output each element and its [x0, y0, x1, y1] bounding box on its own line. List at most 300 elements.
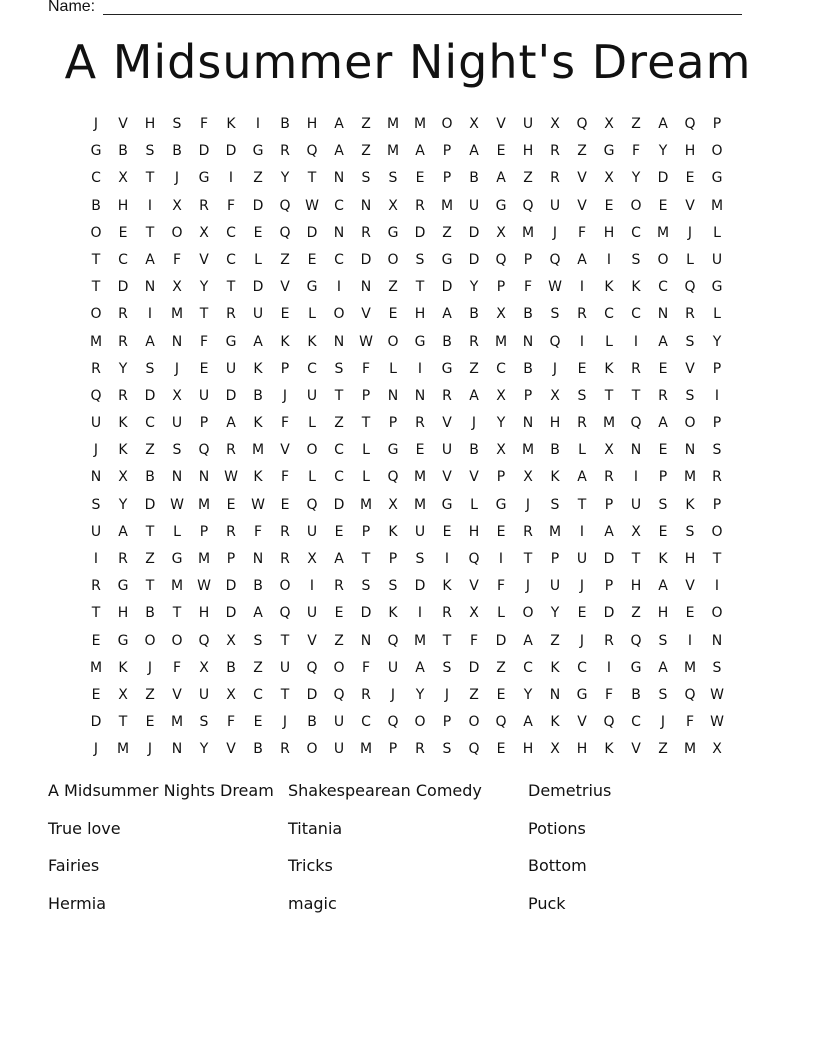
grid-letter: T [712, 551, 723, 567]
grid-letter: V [469, 469, 480, 486]
grid-letter: V [361, 306, 372, 323]
grid-letter: F [361, 360, 372, 377]
grid-row [83, 274, 731, 301]
grid-letter: Q [576, 116, 589, 132]
grid-letter: P [658, 469, 669, 486]
grid-letter: U [171, 415, 184, 432]
word-list [48, 777, 768, 927]
grid-row [83, 628, 731, 655]
grid-letter: E [307, 251, 318, 268]
grid-letter: G [441, 360, 454, 377]
grid-letter: Y [280, 170, 291, 187]
word-list-item: Titania [288, 818, 343, 838]
grid-letter: O [441, 116, 454, 132]
grid-letter: K [280, 333, 291, 350]
grid-letter: E [496, 686, 507, 703]
grid-letter: K [118, 415, 129, 432]
grid-letter: H [630, 578, 643, 595]
grid-letter: I [606, 251, 613, 268]
grid-letter: A [334, 143, 345, 160]
grid-letter: E [91, 686, 102, 703]
grid-letter: P [496, 279, 507, 296]
grid-letter: D [144, 496, 157, 513]
grid-letter: R [199, 197, 210, 214]
grid-letter: Z [469, 686, 480, 703]
grid-letter: K [685, 496, 696, 513]
grid-letter: U [225, 360, 238, 377]
grid-letter: J [525, 578, 532, 595]
grid-letter: F [226, 197, 237, 214]
grid-letter: D [360, 605, 373, 622]
grid-letter: U [306, 387, 319, 404]
grid-letter: S [685, 523, 696, 540]
grid-letter: P [442, 143, 453, 160]
grid-letter: T [145, 224, 156, 241]
grid-letter: A [523, 714, 534, 731]
grid-row [83, 356, 731, 383]
grid-letter: E [658, 442, 669, 459]
grid-letter: R [712, 469, 723, 486]
grid-letter: A [118, 523, 129, 540]
grid-letter: S [658, 496, 669, 513]
grid-letter: S [685, 333, 696, 350]
grid-letter: E [334, 523, 345, 540]
grid-letter: A [469, 387, 480, 404]
grid-letter: V [577, 714, 588, 731]
page-title: A Midsummer Night's Dream [64, 35, 752, 89]
grid-letter: U [576, 551, 589, 567]
grid-letter: S [361, 578, 372, 595]
grid-letter: O [684, 415, 697, 432]
grid-letter: H [576, 741, 589, 758]
grid-letter: G [576, 686, 589, 703]
grid-letter: U [387, 659, 400, 676]
grid-letter: R [361, 224, 372, 241]
grid-letter: L [173, 523, 182, 540]
grid-letter: X [388, 197, 399, 214]
grid-letter: V [577, 170, 588, 187]
grid-letter: N [522, 333, 535, 350]
grid-letter: Z [577, 143, 588, 160]
grid-letter: S [145, 360, 156, 377]
grid-letter: Y [496, 415, 507, 432]
grid-letter: C [577, 659, 588, 676]
grid-letter: P [712, 116, 723, 132]
grid-letter: F [604, 686, 615, 703]
grid-letter: W [170, 496, 185, 513]
grid-letter: F [199, 116, 210, 132]
word-search-grid [83, 111, 731, 764]
grid-letter: F [253, 523, 264, 540]
grid-letter: A [658, 333, 669, 350]
grid-row [83, 329, 731, 356]
grid-letter: D [603, 551, 616, 567]
grid-letter: S [172, 116, 183, 132]
grid-letter: F [685, 714, 696, 731]
grid-letter: D [90, 714, 103, 731]
grid-letter: I [714, 578, 721, 595]
grid-letter: B [523, 306, 534, 323]
grid-letter: A [577, 251, 588, 268]
grid-letter: Q [684, 116, 697, 132]
word-list-item: True love [48, 818, 121, 838]
grid-letter: R [577, 415, 588, 432]
grid-letter: R [280, 143, 291, 160]
grid-letter: J [579, 632, 586, 649]
grid-letter: K [118, 442, 129, 459]
grid-letter: E [496, 523, 507, 540]
grid-letter: S [631, 251, 642, 268]
grid-letter: Q [387, 632, 400, 649]
grid-letter: J [174, 170, 181, 187]
grid-letter: E [658, 197, 669, 214]
grid-letter: X [172, 387, 183, 404]
grid-letter: F [469, 632, 480, 649]
grid-letter: A [334, 116, 345, 132]
word-list-item: Tricks [288, 856, 333, 875]
grid-letter: C [631, 306, 642, 323]
grid-letter: I [714, 387, 721, 404]
grid-letter: L [362, 442, 371, 459]
grid-row [83, 437, 731, 464]
grid-letter: G [306, 279, 319, 296]
grid-letter: M [413, 469, 428, 486]
grid-letter: W [359, 333, 374, 350]
grid-letter: B [253, 387, 264, 404]
grid-letter: K [442, 578, 453, 595]
grid-letter: J [579, 578, 586, 595]
grid-letter: R [361, 686, 372, 703]
grid-letter: I [606, 659, 613, 676]
grid-letter: M [521, 224, 536, 241]
name-label: Name: [48, 0, 96, 15]
grid-letter: L [713, 224, 722, 241]
grid-letter: X [604, 116, 615, 132]
grid-letter: E [415, 442, 426, 459]
grid-letter: W [305, 197, 320, 214]
grid-letter: Z [361, 143, 372, 160]
grid-letter: A [658, 578, 669, 595]
grid-letter: Q [549, 251, 562, 268]
grid-letter: T [307, 170, 318, 187]
grid-letter: Z [253, 659, 264, 676]
grid-letter: P [604, 496, 615, 513]
grid-letter: N [657, 306, 670, 323]
grid-letter: R [658, 387, 669, 404]
grid-letter: M [413, 116, 428, 132]
grid-letter: U [198, 387, 211, 404]
grid-letter: O [90, 224, 103, 241]
grid-letter: B [631, 686, 642, 703]
grid-letter: B [469, 442, 480, 459]
grid-letter: L [308, 306, 317, 323]
grid-letter: I [336, 279, 343, 296]
grid-row [83, 573, 731, 600]
grid-letter: L [605, 333, 614, 350]
grid-letter: Z [334, 415, 345, 432]
grid-letter: X [226, 632, 237, 649]
grid-letter: A [604, 523, 615, 540]
grid-letter: L [308, 469, 317, 486]
grid-letter: M [683, 659, 698, 676]
grid-letter: L [254, 251, 263, 268]
grid-letter: U [198, 686, 211, 703]
grid-letter: R [334, 578, 345, 595]
grid-letter: A [442, 306, 453, 323]
grid-letter: S [415, 551, 426, 567]
grid-letter: Q [279, 197, 292, 214]
grid-letter: N [333, 333, 346, 350]
grid-letter: K [604, 360, 615, 377]
grid-letter: Z [145, 686, 156, 703]
grid-letter: I [309, 578, 316, 595]
grid-letter: Q [198, 632, 211, 649]
grid-letter: D [468, 659, 481, 676]
grid-letter: K [604, 279, 615, 296]
grid-letter: D [414, 224, 427, 241]
grid-letter: I [633, 469, 640, 486]
grid-letter: G [117, 632, 130, 649]
grid-letter: I [633, 333, 640, 350]
grid-letter: W [197, 578, 212, 595]
grid-letter: C [631, 714, 642, 731]
grid-letter: A [415, 659, 426, 676]
grid-letter: P [712, 496, 723, 513]
grid-letter: I [579, 333, 586, 350]
grid-letter: U [414, 523, 427, 540]
grid-letter: D [252, 279, 265, 296]
grid-letter: R [415, 741, 426, 758]
grid-letter: C [523, 659, 534, 676]
grid-letter: U [522, 116, 535, 132]
grid-letter: S [442, 741, 453, 758]
grid-letter: K [253, 469, 264, 486]
grid-row [83, 193, 731, 220]
grid-letter: H [603, 224, 616, 241]
grid-letter: G [711, 279, 724, 296]
grid-letter: O [306, 442, 319, 459]
grid-letter: G [198, 170, 211, 187]
grid-letter: J [174, 360, 181, 377]
grid-letter: X [604, 442, 615, 459]
grid-letter: N [360, 279, 373, 296]
word-list-item: Potions [528, 818, 586, 838]
grid-letter: V [280, 279, 291, 296]
grid-letter: B [442, 333, 453, 350]
grid-letter: A [334, 551, 345, 567]
grid-letter: Q [90, 387, 103, 404]
grid-letter: D [252, 197, 265, 214]
grid-letter: O [468, 714, 481, 731]
grid-letter: D [657, 170, 670, 187]
grid-letter: E [280, 306, 291, 323]
grid-letter: J [93, 442, 100, 459]
grid-letter: T [631, 551, 642, 567]
grid-letter: M [89, 659, 104, 676]
grid-letter: K [631, 279, 642, 296]
grid-letter: F [577, 224, 588, 241]
grid-letter: B [469, 306, 480, 323]
grid-letter: M [413, 496, 428, 513]
grid-letter: R [685, 306, 696, 323]
grid-letter: R [280, 523, 291, 540]
grid-letter: Q [522, 197, 535, 214]
grid-letter: K [550, 469, 561, 486]
grid-letter: H [549, 415, 562, 432]
grid-letter: U [549, 197, 562, 214]
grid-letter: M [386, 116, 401, 132]
grid-letter: Q [306, 659, 319, 676]
grid-letter: K [253, 415, 264, 432]
grid-letter: Y [631, 170, 642, 187]
grid-letter: S [550, 306, 561, 323]
grid-letter: V [442, 469, 453, 486]
grid-letter: H [522, 143, 535, 160]
grid-letter: E [199, 360, 210, 377]
grid-letter: D [225, 578, 238, 595]
grid-letter: Q [468, 741, 481, 758]
grid-letter: Z [631, 605, 642, 622]
grid-letter: I [228, 170, 235, 187]
grid-letter: E [496, 741, 507, 758]
grid-letter: O [144, 632, 157, 649]
grid-letter: H [684, 551, 697, 567]
grid-letter: I [687, 632, 694, 649]
grid-letter: P [388, 551, 399, 567]
grid-letter: R [118, 306, 129, 323]
word-list-item: Puck [528, 893, 566, 913]
grid-letter: O [279, 578, 292, 595]
grid-letter: R [442, 605, 453, 622]
grid-letter: X [523, 469, 534, 486]
grid-letter: S [442, 659, 453, 676]
grid-row [83, 383, 731, 410]
word-list-item: Demetrius [528, 781, 612, 800]
grid-letter: H [522, 741, 535, 758]
grid-letter: M [602, 415, 617, 432]
grid-letter: G [603, 143, 616, 160]
grid-letter: J [687, 224, 694, 241]
grid-letter: M [170, 714, 185, 731]
grid-letter: N [171, 333, 184, 350]
grid-letter: R [550, 170, 561, 187]
grid-letter: E [577, 605, 588, 622]
grid-letter: T [361, 415, 372, 432]
grid-letter: G [414, 333, 427, 350]
grid-letter: S [577, 387, 588, 404]
grid-letter: A [253, 605, 264, 622]
grid-row [83, 111, 731, 138]
grid-letter: Q [684, 686, 697, 703]
grid-letter: N [252, 551, 265, 567]
grid-letter: Y [523, 686, 534, 703]
grid-letter: G [225, 333, 238, 350]
grid-letter: M [89, 333, 104, 350]
grid-letter: H [657, 605, 670, 622]
grid-letter: P [550, 551, 561, 567]
grid-letter: E [334, 605, 345, 622]
grid-letter: S [199, 714, 210, 731]
grid-letter: N [414, 387, 427, 404]
grid-letter: B [523, 360, 534, 377]
grid-letter: D [306, 224, 319, 241]
grid-letter: X [712, 741, 723, 758]
grid-letter: C [91, 170, 102, 187]
grid-letter: R [226, 523, 237, 540]
grid-letter: Q [468, 551, 481, 567]
grid-letter: M [170, 306, 185, 323]
grid-letter: O [90, 306, 103, 323]
grid-letter: D [414, 578, 427, 595]
grid-letter: Z [388, 279, 399, 296]
grid-letter: N [198, 469, 211, 486]
grid-letter: R [469, 333, 480, 350]
grid-letter: N [333, 170, 346, 187]
grid-letter: N [522, 415, 535, 432]
grid-letter: Z [334, 632, 345, 649]
grid-letter: K [253, 360, 264, 377]
grid-letter: T [361, 551, 372, 567]
grid-letter: S [550, 496, 561, 513]
grid-letter: T [415, 279, 426, 296]
grid-letter: G [495, 197, 508, 214]
grid-letter: R [226, 442, 237, 459]
grid-letter: X [388, 496, 399, 513]
grid-letter: X [496, 387, 507, 404]
grid-letter: X [172, 279, 183, 296]
grid-letter: X [469, 116, 480, 132]
grid-letter: M [116, 741, 131, 758]
grid-letter: V [280, 442, 291, 459]
grid-letter: P [199, 415, 210, 432]
grid-letter: Q [279, 605, 292, 622]
grid-letter: X [307, 551, 318, 567]
grid-letter: S [712, 442, 723, 459]
grid-letter: U [306, 605, 319, 622]
grid-letter: T [145, 170, 156, 187]
grid-letter: A [226, 415, 237, 432]
grid-letter: R [280, 741, 291, 758]
grid-letter: U [711, 251, 724, 268]
grid-letter: M [521, 442, 536, 459]
grid-letter: M [548, 523, 563, 540]
grid-row [83, 410, 731, 437]
grid-row [83, 600, 731, 627]
grid-letter: A [523, 632, 534, 649]
grid-row [83, 709, 731, 736]
grid-letter: J [282, 387, 289, 404]
grid-letter: W [710, 686, 725, 703]
grid-letter: H [144, 116, 157, 132]
word-list-item: Bottom [528, 856, 587, 875]
grid-letter: W [224, 469, 239, 486]
grid-letter: Q [603, 714, 616, 731]
grid-letter: L [686, 251, 695, 268]
grid-letter: S [712, 659, 723, 676]
word-list-item: Hermia [48, 893, 107, 913]
grid-letter: Z [145, 442, 156, 459]
grid-letter: S [388, 170, 399, 187]
grid-letter: E [496, 143, 507, 160]
grid-letter: M [359, 741, 374, 758]
grid-letter: N [360, 197, 373, 214]
grid-letter: J [282, 714, 289, 731]
grid-letter: P [712, 415, 723, 432]
grid-letter: J [147, 659, 154, 676]
grid-letter: R [631, 360, 642, 377]
grid-letter: C [496, 360, 507, 377]
grid-letter: G [711, 170, 724, 187]
